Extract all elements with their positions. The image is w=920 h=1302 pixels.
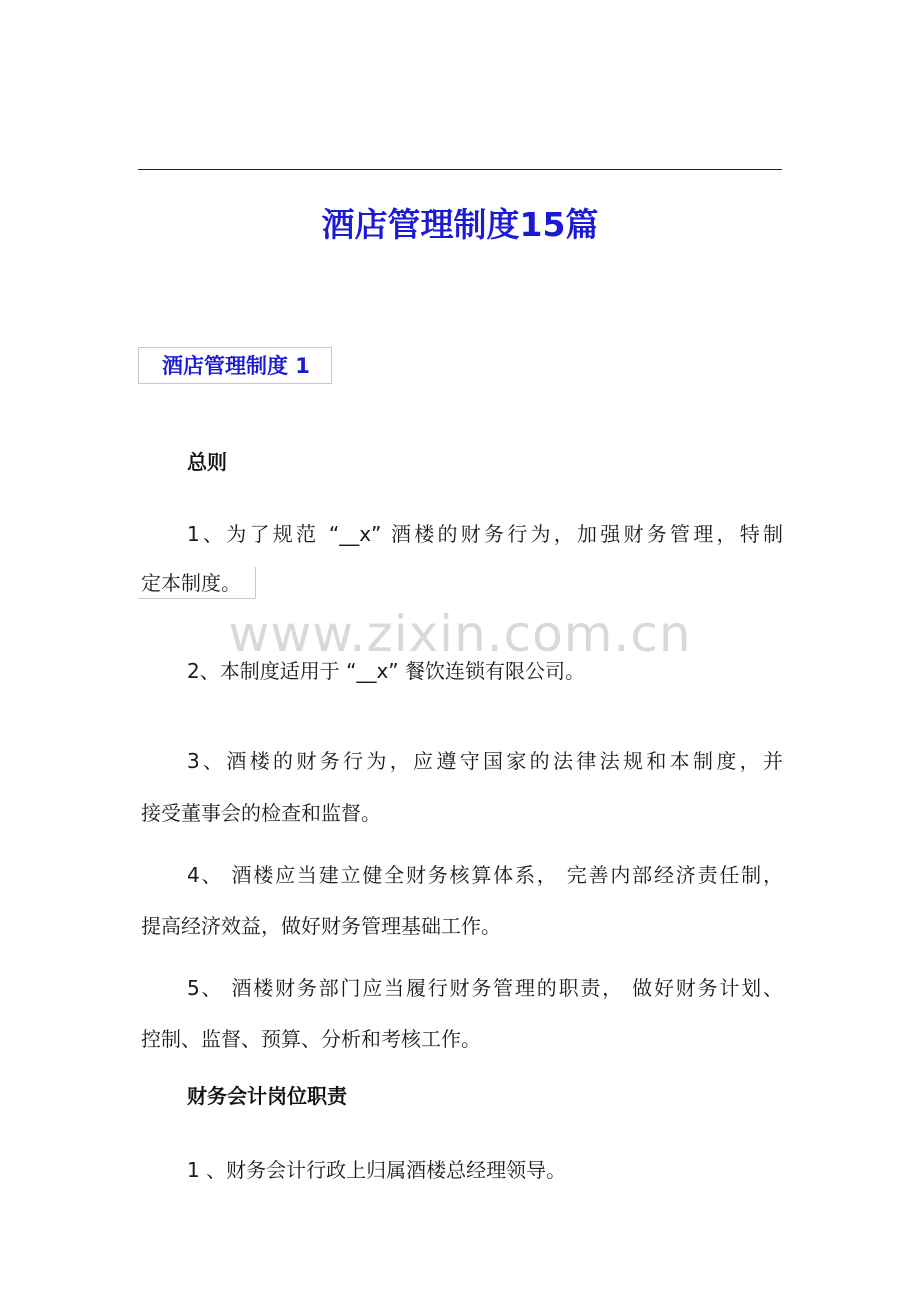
- top-horizontal-rule: [138, 169, 782, 170]
- section-title: 酒店管理制度 1: [162, 354, 310, 378]
- paragraph-5-line-1: 5、 酒楼财务部门应当履行财务管理的职责， 做好财务计划、: [187, 976, 783, 1000]
- paragraph-4-line-1: 4、 酒楼应当建立健全财务核算体系， 完善内部经济责任制，: [187, 863, 783, 887]
- paragraph-5-line-2: 控制、监督、预算、分析和考核工作。: [141, 1027, 481, 1051]
- paragraph-1-line-2: 定本制度。: [141, 571, 241, 595]
- paragraph-4-line-2: 提高经济效益，做好财务管理基础工作。: [141, 914, 501, 938]
- heading-accounting-duties: 财务会计岗位职责: [187, 1084, 347, 1108]
- watermark-text: www.zixin.com.cn: [228, 605, 692, 663]
- paragraph-6-line-1: 1 、财务会计行政上归属酒楼总经理领导。: [187, 1158, 567, 1182]
- paragraph-3-line-1: 3、酒楼的财务行为，应遵守国家的法律法规和本制度，并: [187, 749, 783, 773]
- heading-general: 总则: [187, 450, 227, 474]
- document-title: 酒店管理制度15篇: [321, 205, 599, 244]
- paragraph-2-line-1: 2、本制度适用于 “__x” 餐饮连锁有限公司。: [187, 659, 585, 683]
- paragraph-3-line-2: 接受董事会的检查和监督。: [141, 801, 381, 825]
- paragraph-1-line-1: 1、为了规范 “__x” 酒楼的财务行为，加强财务管理，特制: [187, 522, 783, 546]
